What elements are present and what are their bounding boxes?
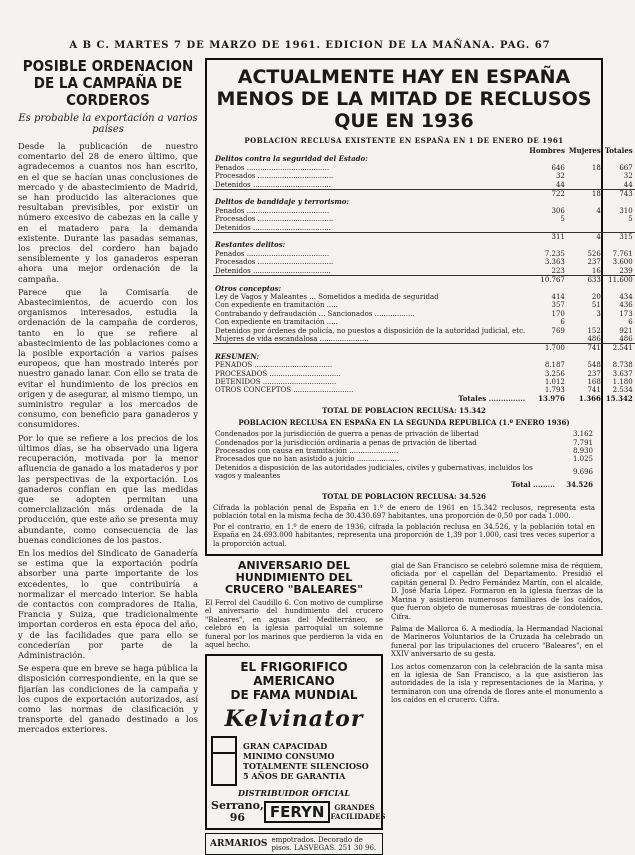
table-row: Contrabando y defraudación ... Sancionados .................. 170 3 173 <box>215 309 633 318</box>
table-row: 10.767 633 11.600 <box>213 276 635 285</box>
note-2: Por el contrario, en 1.º de enero de 1936, cifrada la población reclusa en 34.526, y la población total en España en 24.693.000 habitantes, representa una proporción de 1,39 por 1.000, casi tres veces superior a la proporción actual. <box>213 522 595 548</box>
ad-terms: GRANDES FACILIDADES <box>330 802 386 821</box>
col-header-mujeres: Mujeres <box>568 146 601 155</box>
total-line-1: TOTAL DE POBLACION RECLUSA: 15.342 <box>322 406 486 416</box>
table-row: Penados ..................................... 306 4 310 <box>215 206 633 215</box>
aniversario-text: El Ferrol del Caudillo 6. Con motivo de cumplirse el aniversario del hundimiento del crucero "Baleares", en aguas del Mediterráneo, se celebró en la iglesia parroquial un solemne funeral por los marinos que perdieron la vida en aquel hecho. <box>205 599 383 650</box>
ad-street: Serrano, <box>211 798 264 812</box>
table-row: Restantes delitos: <box>215 240 286 250</box>
table-row: Totales ............... 13.976 1.366 15.342 <box>458 393 633 403</box>
baleares-article-cont <box>391 560 603 854</box>
right-section <box>205 58 633 852</box>
table-caption-2: POBLACION RECLUSA EN ESPAÑA EN LA SEGUNDA REPUBLICA (1.º ENERO 1936) <box>238 418 570 428</box>
table-row: Con expediente en tramitación ..... 357 51 436 <box>215 301 633 310</box>
fridge-icon <box>211 736 237 786</box>
note-1: Cifrada la población penal de España en 1.º de enero de 1961 en 15.342 reclusos, representa esta población total en la misma fecha de 30.430.697 habitantes, una proporción de 0,50 por cada 1.000. <box>213 504 595 521</box>
classified-text: empotrados. Decorado de pisos. LASVEGAS. 251 30 96. <box>271 835 377 852</box>
ad-line2: DE FAMA MUNDIAL <box>230 687 358 702</box>
table-row: 1.700 741 2.541 <box>213 344 635 353</box>
table-row: Condenados por la jurisdicción ordinaria a penas de privación de libertad 7.791 <box>215 438 593 447</box>
classified-ad <box>205 833 383 855</box>
table-row: OTROS CONCEPTOS ........................... 1.793 741 2.534 <box>215 386 633 395</box>
republica-table <box>213 430 595 489</box>
table-row: Detenidos ................................... 223 16 239 <box>215 266 633 275</box>
table-caption: POBLACION RECLUSA EXISTENTE EN ESPAÑA EN 1 DE ENERO DE 1961 <box>244 136 564 145</box>
table-body <box>213 155 635 403</box>
republica-total-row: Total ......... 34.526 <box>511 479 593 489</box>
table-row: Penados ..................................... 7.235 526 7.761 <box>215 249 633 258</box>
left-paragraph: Se espera que en breve se haga pública la disposición correspondiente, en la que se fijarían las condiciones de la campaña y los cupos de exportación autorizados, así como las normas de clasificación y transporte del ganado destinado a los mercados exteriores. <box>18 663 198 735</box>
reclusos-title: ACTUALMENTE HAY EN ESPAÑA MENOS DE LA MITAD DE RECLUSOS QUE EN 1936 <box>216 66 592 132</box>
table-row: Procesados .................................. 3.363 237 3.600 <box>215 258 633 267</box>
table-row: PENADOS ................................... 8.187 548 8.738 <box>215 361 633 370</box>
reclusos-box <box>205 58 633 556</box>
table-row: Delitos de bandidaje y terrorismo: <box>215 197 350 207</box>
table-row: Detenidos ................................... 44 44 <box>215 180 633 189</box>
table-row: Procesados con causa en tramitación ...................... 8.930 <box>215 447 593 455</box>
left-paragraph: En los medios del Sindicato de Ganadería se estima que la exportación podría absorber una parte importante de los excedentes, lo que contribuiría a normalizar el mercado interior. Se habla de contactos con compradores de Italia, Francia y Suiza, que tradicionalmente importan corderos en esta época del año, y de las facilidades que para ello se concederían por parte de la Administración. <box>18 547 198 660</box>
table-row: Con expediente en tramitación ..... 6 6 <box>215 318 633 327</box>
left-paragraph: Parece que la Comisaría de Abastecimientos, de acuerdo con los organismos interesados, estudia la ordenación de la campaña de corderos, tanto en lo que se refiere al abastecimiento de las poblaciones como a la posible exportación a varios países europeos, que han mostrado interés por nuestro ganado lanar. Con ello se trata de evitar el hundimiento de los precios en origen y de asegurar, al mismo tiempo, un suministro regular a los mercados de consumo, con beneficio para ganaderos y consumidores. <box>18 286 198 430</box>
table-row: Mujeres de vida escandalosa ...................... 486 486 <box>215 334 633 343</box>
col-header-hombres: Hombres <box>529 146 565 155</box>
bottom-left <box>205 559 386 854</box>
ad-store: FERYN <box>264 801 331 823</box>
ad-features: GRAN CAPACIDAD MINIMO CONSUMO TOTALMENTE SILENCIOSO 5 AÑOS DE GARANTIA <box>211 736 377 786</box>
table-row: Procesados .................................. 32 32 <box>215 172 633 181</box>
table-row: Delitos contra la seguridad del Estado: <box>215 154 368 164</box>
baleares-paragraph: Los actos comenzaron con la celebración de la santa misa en la iglesia de San Francisco, a la que asistieron las autoridades de la isla y representaciones de la Marina, y terminaron con una ofrenda de flores ante el monumento a los caídos en el crucero. Cifra. <box>391 662 603 705</box>
ad-number: 96 <box>229 810 246 824</box>
ad-footer <box>211 798 386 824</box>
left-article-subtitle: Es probable la exportación a varios países <box>18 113 198 135</box>
classified-keyword: ARMARIOS <box>210 838 268 849</box>
table-row: Otros conceptos: <box>215 283 282 293</box>
left-article <box>18 58 198 828</box>
table-row: Detenidos a disposición de las autoridades judiciales, civiles y gubernativas, incluidos los vagos y maleantes 9.696 <box>215 463 593 481</box>
left-paragraph: Por lo que se refiere a los precios de los últimos días, se ha observado una ligera recuperación, motivada por la menor afluencia de ganado a los mataderos y por las perspectivas de la exportación. Los ganaderos confían en que las medidas que se adopten permitan una comercialización más ordenada de la producción, que este año se presenta muy abundante, como consecuencia de las buenas condiciones de los pastos. <box>18 432 198 545</box>
republica-table-body <box>213 430 595 480</box>
reclusos-table <box>213 147 635 403</box>
table-row: Condenados por la jurisdicción de guerra a penas de privación de libertad 3.162 <box>215 430 593 439</box>
table-row: 311 4 315 <box>213 233 635 242</box>
table-row: Detenidos ................................... <box>215 223 331 232</box>
left-article-title: POSIBLE ORDENACION DE LA CAMPAÑA DE CORDEROS <box>22 57 194 109</box>
ad-distributor: DISTRIBUIDOR OFICIAL <box>238 787 350 798</box>
table-row: PROCESADOS ................................ 3.256 237 3.637 <box>215 369 633 378</box>
col-header-totales: Totales <box>604 146 633 155</box>
table-row: Procesados .................................. 5 5 <box>215 215 633 224</box>
aniversario-title: ANIVERSARIO DEL HUNDIMIENTO DEL CRUCERO "BALEARES" <box>224 559 363 597</box>
left-article-body <box>18 141 198 735</box>
page-header: A B C. MARTES 7 DE MARZO DE 1961. EDICION DE LA MAÑANA. PAG. 67 <box>69 40 551 51</box>
table-row: RESUMEN: <box>215 351 260 361</box>
bottom-row <box>205 560 603 854</box>
table-row: Detenidos por órdenes de policía, no puestos a disposición de la autoridad judicial, etc. 769 152 921 <box>215 326 633 335</box>
left-paragraph: Desde la publicación de nuestro comentario del 28 de enero último, que agradecemos a cuantos nos han escrito, en el que se hacían unas conclusiones de mercado y de abastecimiento de Madrid, se han producido las alteraciones que resultaban previsibles, por existir un número excesivo de cabezas en la calle y en el matadero para la demanda existente. Durante las pasadas semanas, los precios del cordero han bajado sensiblemente y los ganaderos esperan ahora una mejor ordenación de la campaña. <box>18 141 198 284</box>
kelvinator-ad <box>205 654 386 830</box>
ad-line1: EL FRIGORIFICO AMERICANO <box>240 659 348 688</box>
table-row: Ley de Vagos y Maleantes ... Sometidos a medida de seguridad 414 20 434 <box>215 292 633 301</box>
baleares-paragraph: gial de San Francisco se celebró solemne misa de réquiem, oficiada por el capellán del Departamento. Presidió el capitán general D. Pedro Fernández Martín, con el alcalde, D. José María López. Formaron en la iglesia fuerzas de la Marina y asistieron numerosos familiares de los caídos, que fueron objeto de numerosas muestras de condolencia. Cifra. <box>391 562 603 621</box>
ad-brand-logo: Kelvinator <box>224 705 364 732</box>
table-row: 722 18 743 <box>213 190 635 199</box>
total-line-2: TOTAL DE POBLACION RECLUSA: 34.526 <box>322 492 486 502</box>
table-row: Procesados que no han asistido a juicio ................... 1.025 <box>215 455 593 464</box>
table-row: Penados ..................................... 646 18 667 <box>215 163 633 172</box>
baleares-paragraph: Palma de Mallorca 6. A mediodía, la Hermandad Nacional de Marineros Voluntarios de la Cruzada ha celebrado un funeral por las tripulaciones del crucero "Baleares", en el XXIV aniversario de su gesta. <box>391 624 603 659</box>
table-row: DETENIDOS ................................. 1.012 168 1.180 <box>215 377 633 386</box>
